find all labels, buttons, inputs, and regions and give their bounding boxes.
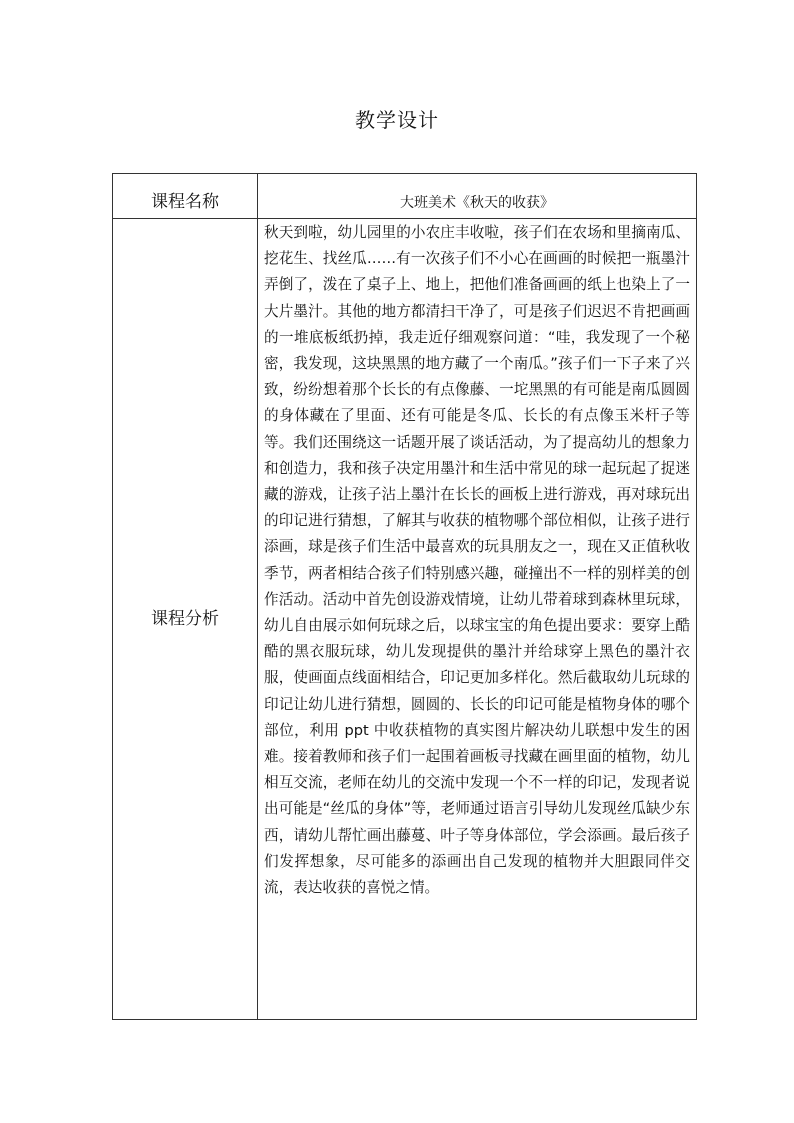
lesson-plan-table xyxy=(112,173,697,1020)
course-name-row xyxy=(113,174,697,219)
course-name-label: 课程名称 xyxy=(113,174,258,219)
course-analysis-row xyxy=(113,219,697,1020)
document-title: 教学设计 xyxy=(355,108,439,132)
course-name-value: 大班美术《秋天的收获》 xyxy=(258,174,697,219)
course-analysis-label: 课程分析 xyxy=(113,219,258,1020)
course-analysis-text: 秋天到啦，幼儿园里的小农庄丰收啦，孩子们在农场和里摘南瓜、挖花生、找丝瓜……有一次孩子们不小心在画画的时候把一瓶墨汁弄倒了，泼在了桌子上、地上，把他们准备画画的纸上也染上了一大片墨汁。其他的地方都清扫干净了，可是孩子们迟迟不肯把画画的一堆底板纸扔掉，我走近仔细观察问道：“哇，我发现了一个秘密，我发现，这块黑黑的地方藏了一个南瓜。”孩子们一下子来了兴致，纷纷想着那个长长的有点像藤、一坨黑黑的有可能是南瓜圆圆的身体藏在了里面、还有可能是冬瓜、长长的有点像玉米杆子等等。我们还围绕这一话题开展了谈话活动，为了提高幼儿的想象力和创造力，我和孩子决定用墨汁和生活中常见的球一起玩起了捉迷藏的游戏，让孩子沾上墨汁在长长的画板上进行游戏，再对球玩出的印记进行猜想，了解其与收获的植物哪个部位相似，让孩子进行添画，球是孩子们生活中最喜欢的玩具朋友之一，现在又正值秋收季节，两者相结合孩子们特别感兴趣，碰撞出不一样的别样美的创作活动。活动中首先创设游戏情境，让幼儿带着球到森林里玩球，幼儿自由展示如何玩球之后，以球宝宝的角色提出要求：要穿上酷酷的黑衣服玩球，幼儿发现提供的墨汁并给球穿上黑色的墨汁衣服，使画面点线面相结合，印记更加多样化。然后截取幼儿玩球的印记让幼儿进行猜想，圆圆的、长长的印记可能是植物身体的哪个部位，利用 ppt 中收获植物的真实图片解决幼儿联想中发生的困难。接着教师和孩子们一起围着画板寻找藏在画里面的植物，幼儿相互交流，老师在幼儿的交流中发现一个不一样的印记，发现者说出可能是“丝瓜的身体”等，老师通过语言引导幼儿发现丝瓜缺少东西，请幼儿帮忙画出藤蔓、叶子等身体部位，学会添画。最后孩子们发挥想象，尽可能多的添画出自己发现的植物并大胆跟同伴交流，表达收获的喜悦之情。 xyxy=(258,219,697,1020)
